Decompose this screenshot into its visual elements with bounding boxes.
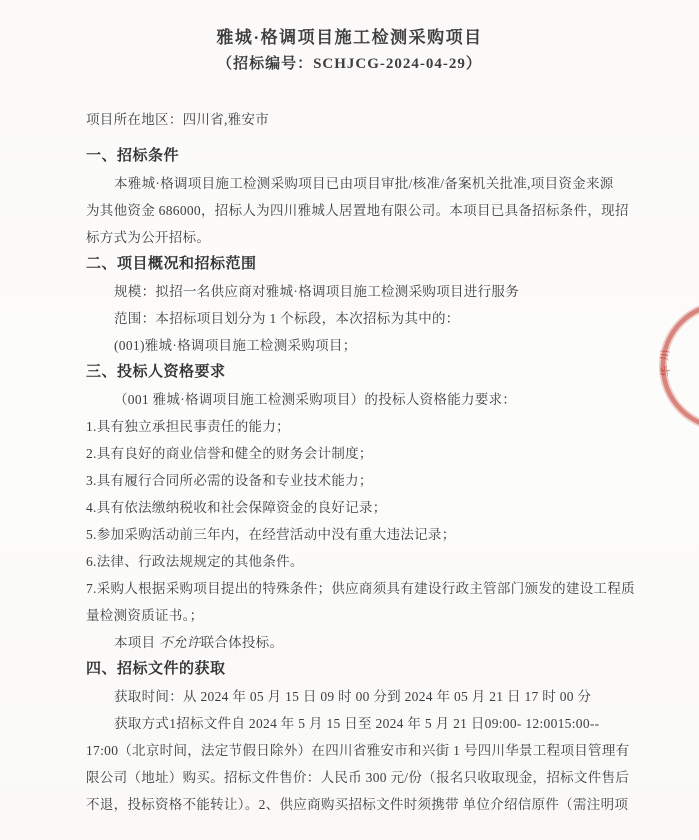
lot-line: (001)雅城·格调项目施工检测采购项目； [114, 338, 357, 353]
section-1-paragraph-line: 为其他资金 686000，招标人为四川雅城人居置地有限公司。本项目已具备招标条件，现招 [86, 203, 629, 218]
section-2-heading: 二、项目概况和招标范围 [86, 256, 257, 272]
requirement-item-7-line-2: 量检测资质证书。； [86, 608, 204, 623]
scope-line: 范围：本招标项目划分为 1 个标段，本次招标为其中的： [114, 311, 460, 326]
no-consortium-suffix: 联合体投标。 [200, 635, 284, 650]
qualification-intro-line: （001 雅城·格调项目施工检测采购项目）的投标人资格能力要求： [114, 392, 517, 407]
section-1-paragraph-line: 本雅城·格调项目施工检测采购项目已由项目审批/核准/备案机关批准,项目资金来源 [114, 176, 614, 191]
seal-arc-icon [630, 298, 699, 458]
requirement-item-2: 2.具有良好的商业信誉和健全的财务会计制度； [86, 446, 373, 461]
requirement-item-1: 1.具有独立承担民事责任的能力； [86, 419, 290, 434]
doc-title: 雅城·格调项目施工检测采购项目 [216, 28, 483, 47]
project-location-line: 项目所在地区：四川省,雅安市 [86, 112, 270, 127]
blank-gap [86, 78, 613, 106]
no-consortium-prefix: 本项目 [114, 635, 160, 650]
obtain-method-line: 限公司（地址）购买。招标文件售价：人民币 300 元/份（报名只收取现金，招标文件售后 [86, 770, 630, 785]
requirement-item-3: 3.具有履行合同所必需的设备和专业技术能力； [86, 473, 373, 488]
obtain-method-line: 不退，投标资格不能转让）。2、供应商购买招标文件时须携带 单位介绍信原件（需注明项 [86, 797, 629, 812]
section-1-heading: 一、招标条件 [86, 148, 180, 164]
section-4-heading: 四、招标文件的获取 [86, 661, 226, 677]
section-3-heading: 三、投标人资格要求 [86, 364, 226, 380]
seal-char: 川 [659, 348, 673, 362]
no-consortium-emphasis: 不允许 [159, 635, 201, 650]
obtain-method-line: 17:00（北京时间，法定节假日除外）在四川省雅安市和兴街 1 号四川华景工程项目管理有 [86, 743, 630, 758]
scale-line: 规模：拟招一名供应商对雅城·格调项目施工检测采购项目进行服务 [114, 284, 519, 299]
section-1-paragraph-line: 标方式为公开招标。 [86, 230, 211, 245]
bid-number: （招标编号：SCHJCG-2024-04-29） [217, 56, 482, 72]
requirement-item-7-line-1: 7.采购人根据采购项目提出的特殊条件；供应商须具有建设行政主管部门颁发的建设工程质 [86, 581, 635, 596]
requirement-item-4: 4.具有依法缴纳税收和社会保障资金的良好记录； [86, 500, 387, 515]
no-consortium-line [86, 629, 613, 656]
requirement-item-5: 5.参加采购活动前三年内，在经营活动中没有重大违法记录； [86, 527, 456, 542]
requirement-item-6: 6.法律、行政法规规定的其他条件。 [86, 554, 304, 569]
obtain-method-line: 获取方式1招标文件自 2024 年 5 月 15 日至 2024 年 5 月 21 日09:00- 12:0015:00-- [114, 716, 600, 731]
obtain-time-line: 获取时间：从 2024 年 05 月 15 日 09 时 00 分到 2024 年 05 月 21 日 17 时 00 分 [114, 689, 592, 704]
seal-char: 华 [659, 364, 673, 378]
red-seal-stamp [630, 298, 699, 458]
